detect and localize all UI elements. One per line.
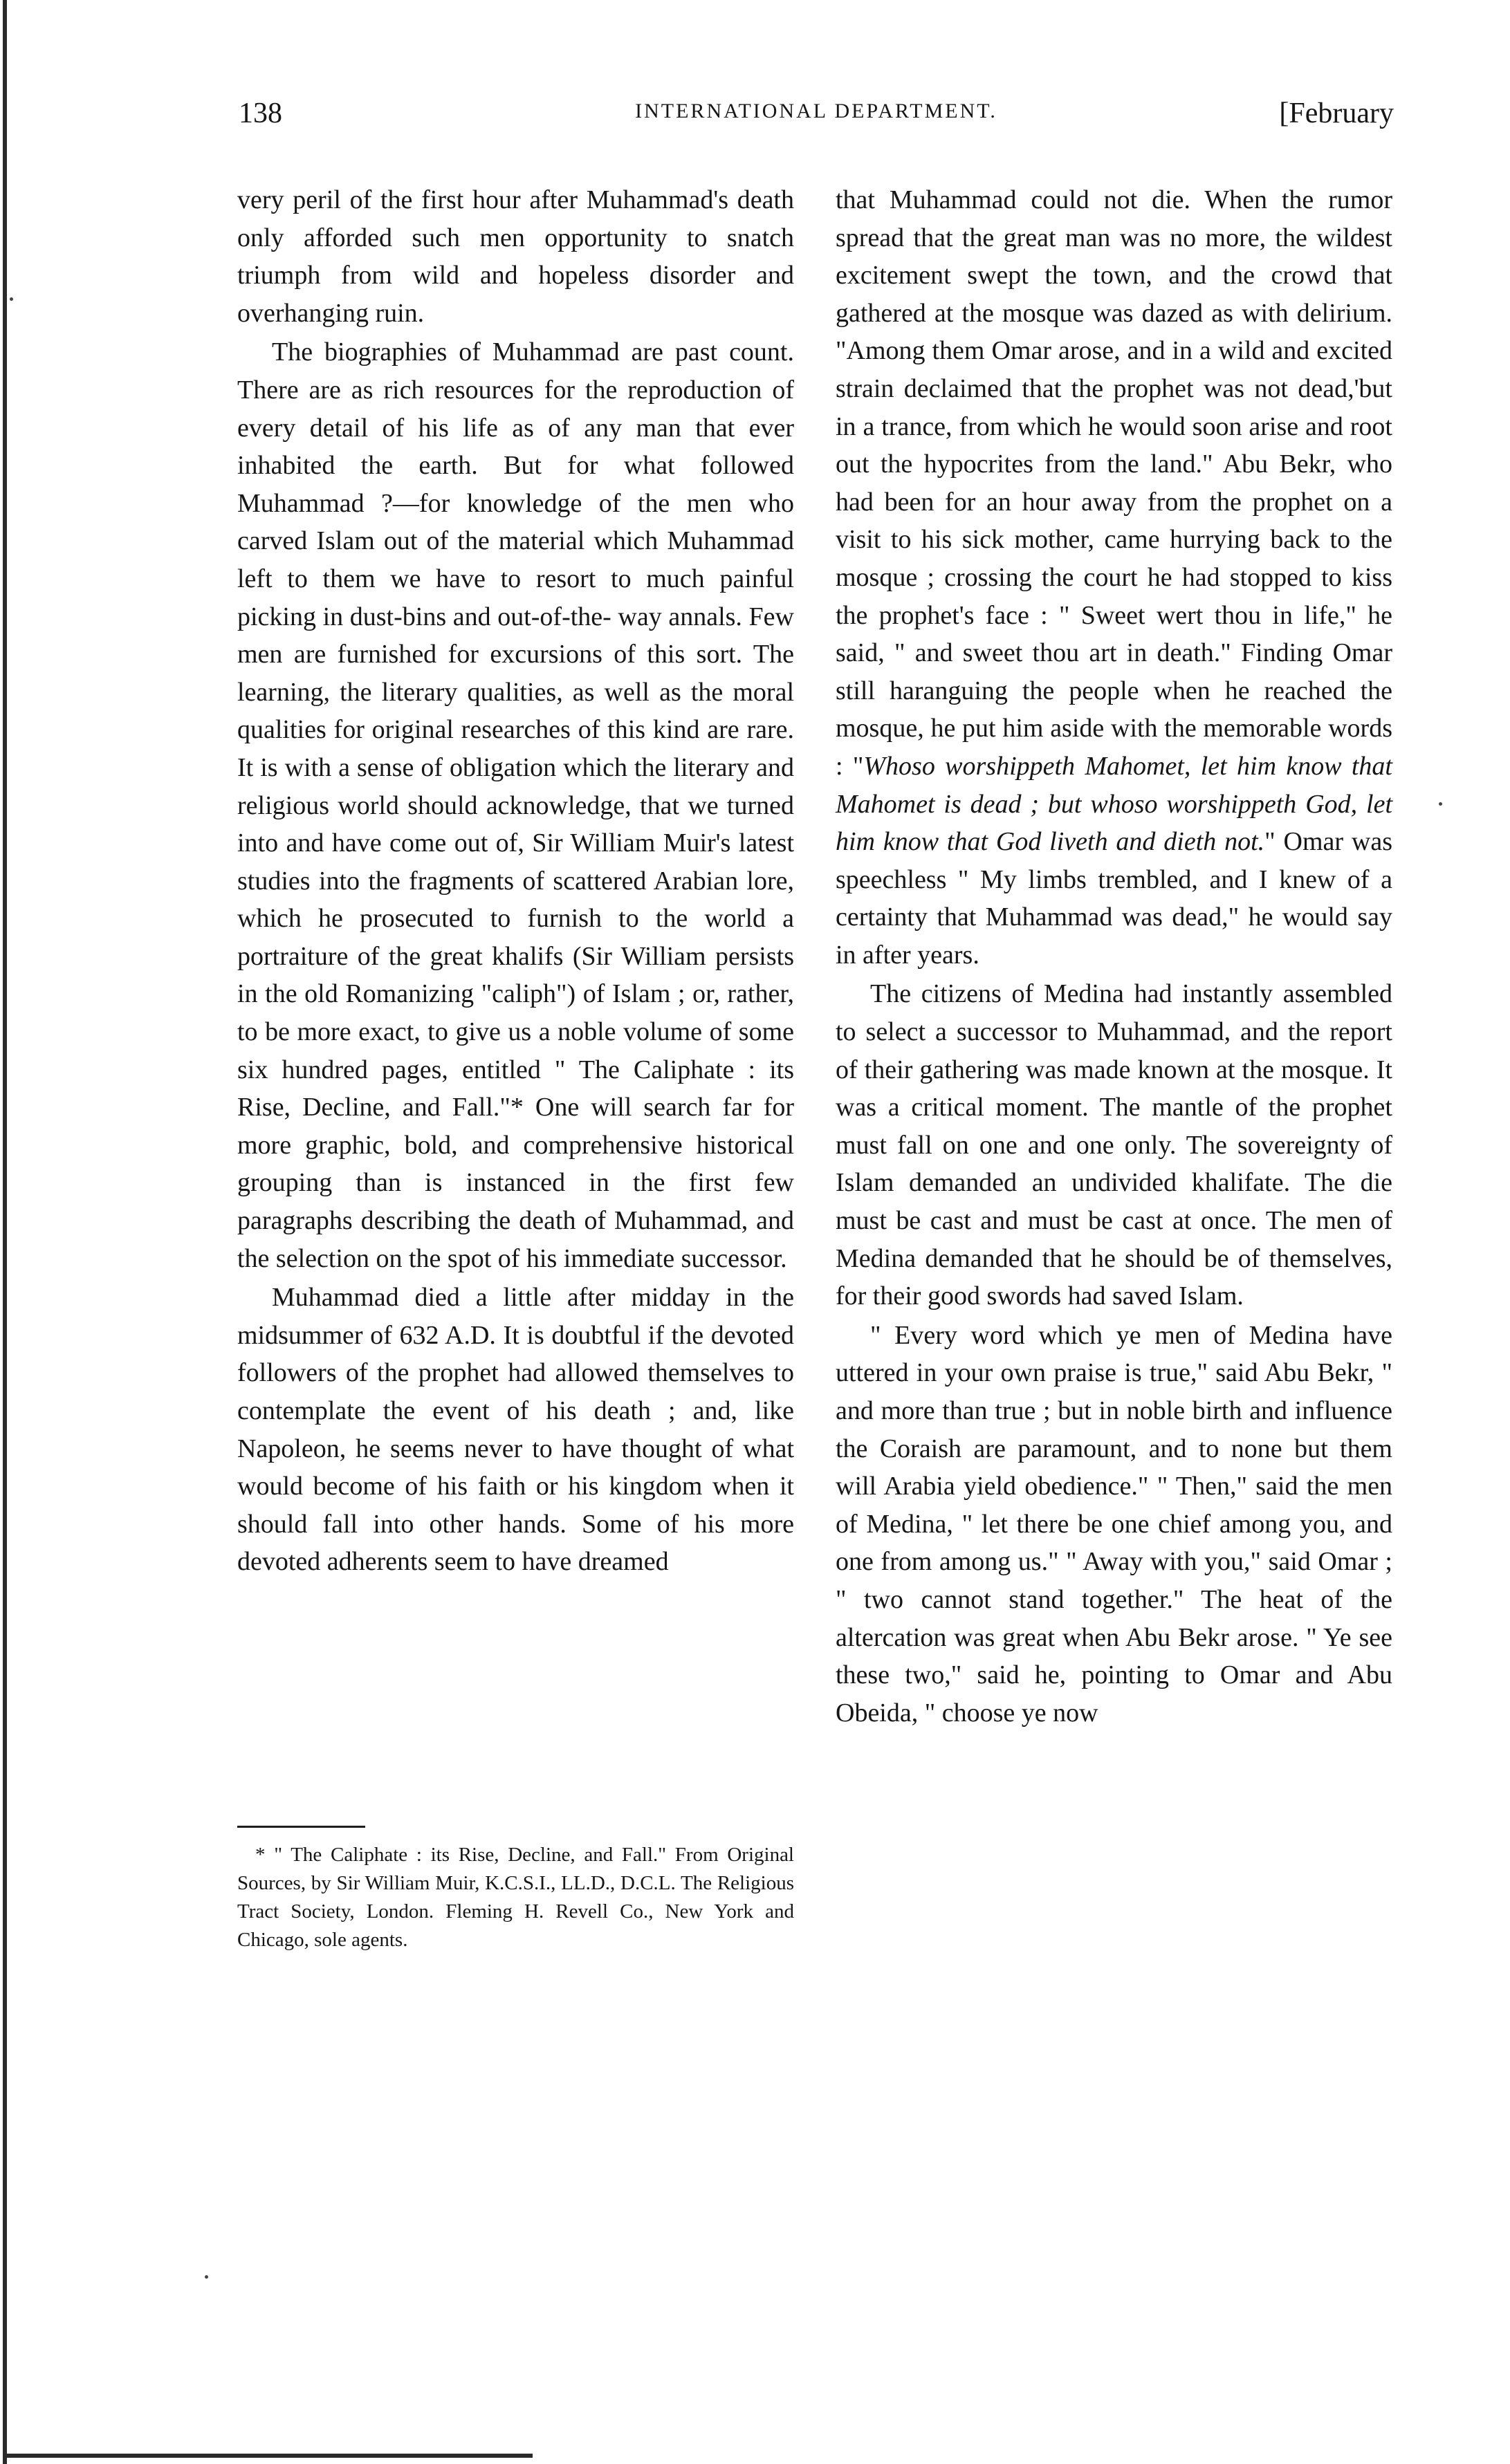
footnote: * " The Caliphate : its Rise, Decline, and Fall." From Original Sources, by Sir William Muir, K.C.S.I., LL.D., D.C.L. The Religious Tract Society, London. Fleming H. Revell Co., New York and Chicago, sole agents. <box>237 1844 794 1951</box>
paragraph: The biographies of Muhammad are past count. There are as rich resources for the reproduction of every detail of his life as of any man that ever inhabited the earth. But for what followed Muhammad ?—for knowledge of the men who carved Islam out of the material which Muhammad left to them we have to resort to much painful picking in dust-bins and out-of-the- way annals. Few men are furnished for excursions of this sort. The learning, the literary qualities, as well as the moral qualities for original researches of this kind are rare. It is with a sense of obligation which the literary and religious world should acknowledge, that we turned into and have come out of, Sir William Muir's latest studies into the fragments of scattered Arabian lore, which he prosecuted to furnish to the world a portraiture of the great khalifs (Sir William persists in the old Romanizing "caliph") of Islam ; or, rather, to be more exact, to give us a noble volume of some six hundred pages, entitled " The Caliphate : its Rise, Decline, and Fall."* One will search far for more graphic, bold, and comprehensive historical grouping than is instanced in the first few paragraphs describing the death of Muhammad, and the selection on the spot of his immediate successor. <box>237 337 794 1273</box>
paragraph: The citizens of Medina had instantly assembled to select a successor to Muhammad, and the report of their gathering was made known at the mosque. It was a critical moment. The mantle of the prophet must fall on one and one only. The sovereignty of Islam demanded an undivided khalifate. The die must be cast and must be cast at once. The men of Medina demanded that he should be of themselves, for their good swords had saved Islam. <box>836 979 1392 1311</box>
issue-month: [February <box>1279 98 1394 129</box>
scan-speck <box>10 297 13 301</box>
page-header <box>239 97 1394 141</box>
bottom-edge-rule <box>7 2454 533 2458</box>
italic-quotation: Whoso worshippeth Mahomet, let him know that Mahomet is dead ; but whoso worshippeth God, let him know that God liveth and dieth not. <box>836 751 1392 857</box>
left-edge-rule <box>3 0 7 2464</box>
paragraph <box>836 181 1392 974</box>
page-number: 138 <box>239 98 282 129</box>
paragraph: very peril of the first hour after Muhammad's death only afforded such men opportunity to snatch triumph from wild and hopeless disorder and overhanging ruin. <box>237 185 794 328</box>
right-column <box>836 181 1392 1732</box>
left-column <box>237 181 794 1581</box>
scan-speck <box>1439 802 1442 806</box>
scan-speck <box>205 2275 208 2279</box>
paragraph: Muhammad died a little after midday in the midsummer of 632 A.D. It is doubtful if the devoted followers of the prophet had allowed themselves to contemplate the event of his death ; and, like Napoleon, he seems never to have thought of what would become of his faith or his kingdom when it should fall into other hands. Some of his more devoted adherents seem to have dreamed <box>237 1283 794 1577</box>
running-title: INTERNATIONAL DEPARTMENT. <box>635 100 997 122</box>
footnote-rule <box>237 1826 365 1828</box>
paragraph-text: " Omar was speechless " My limbs trembled, and I knew of a certainty that Muhammad was dead," he would say in after years. <box>836 827 1392 970</box>
paragraph: " Every word which ye men of Medina have uttered in your own praise is true," said Abu Bekr, " and more than true ; but in noble birth and influence the Coraish are paramount, and to none but them will Arabia yield obedience." " Then," said the men of Medina, " let there be one chief among you, and one from among us." " Away with you," said Omar ; " two cannot stand together." The heat of the altercation was great when Abu Bekr arose. " Ye see these two," said he, pointing to Omar and Abu Obeida, " choose ye now <box>836 1320 1392 1727</box>
paragraph-text: that Muhammad could not die. When the rumor spread that the great man was no more, the wildest excitement swept the town, and the crowd that gathered at the mosque was dazed as with delirium. "Among them Omar arose, and in a wild and excited strain declaimed that the prophet was not dead,'but in a trance, from which he would soon arise and root out the hypocrites from the land." Abu Bekr, who had been for an hour away from the prophet on a visit to his sick mother, came hurrying back to the mosque ; crossing the court he had stopped to kiss the prophet's face : " Sweet wert thou in life," he said, " and sweet thou art in death." Finding Omar still haranguing the people when he reached the mosque, he put him aside with the memorable words : " <box>836 185 1392 781</box>
